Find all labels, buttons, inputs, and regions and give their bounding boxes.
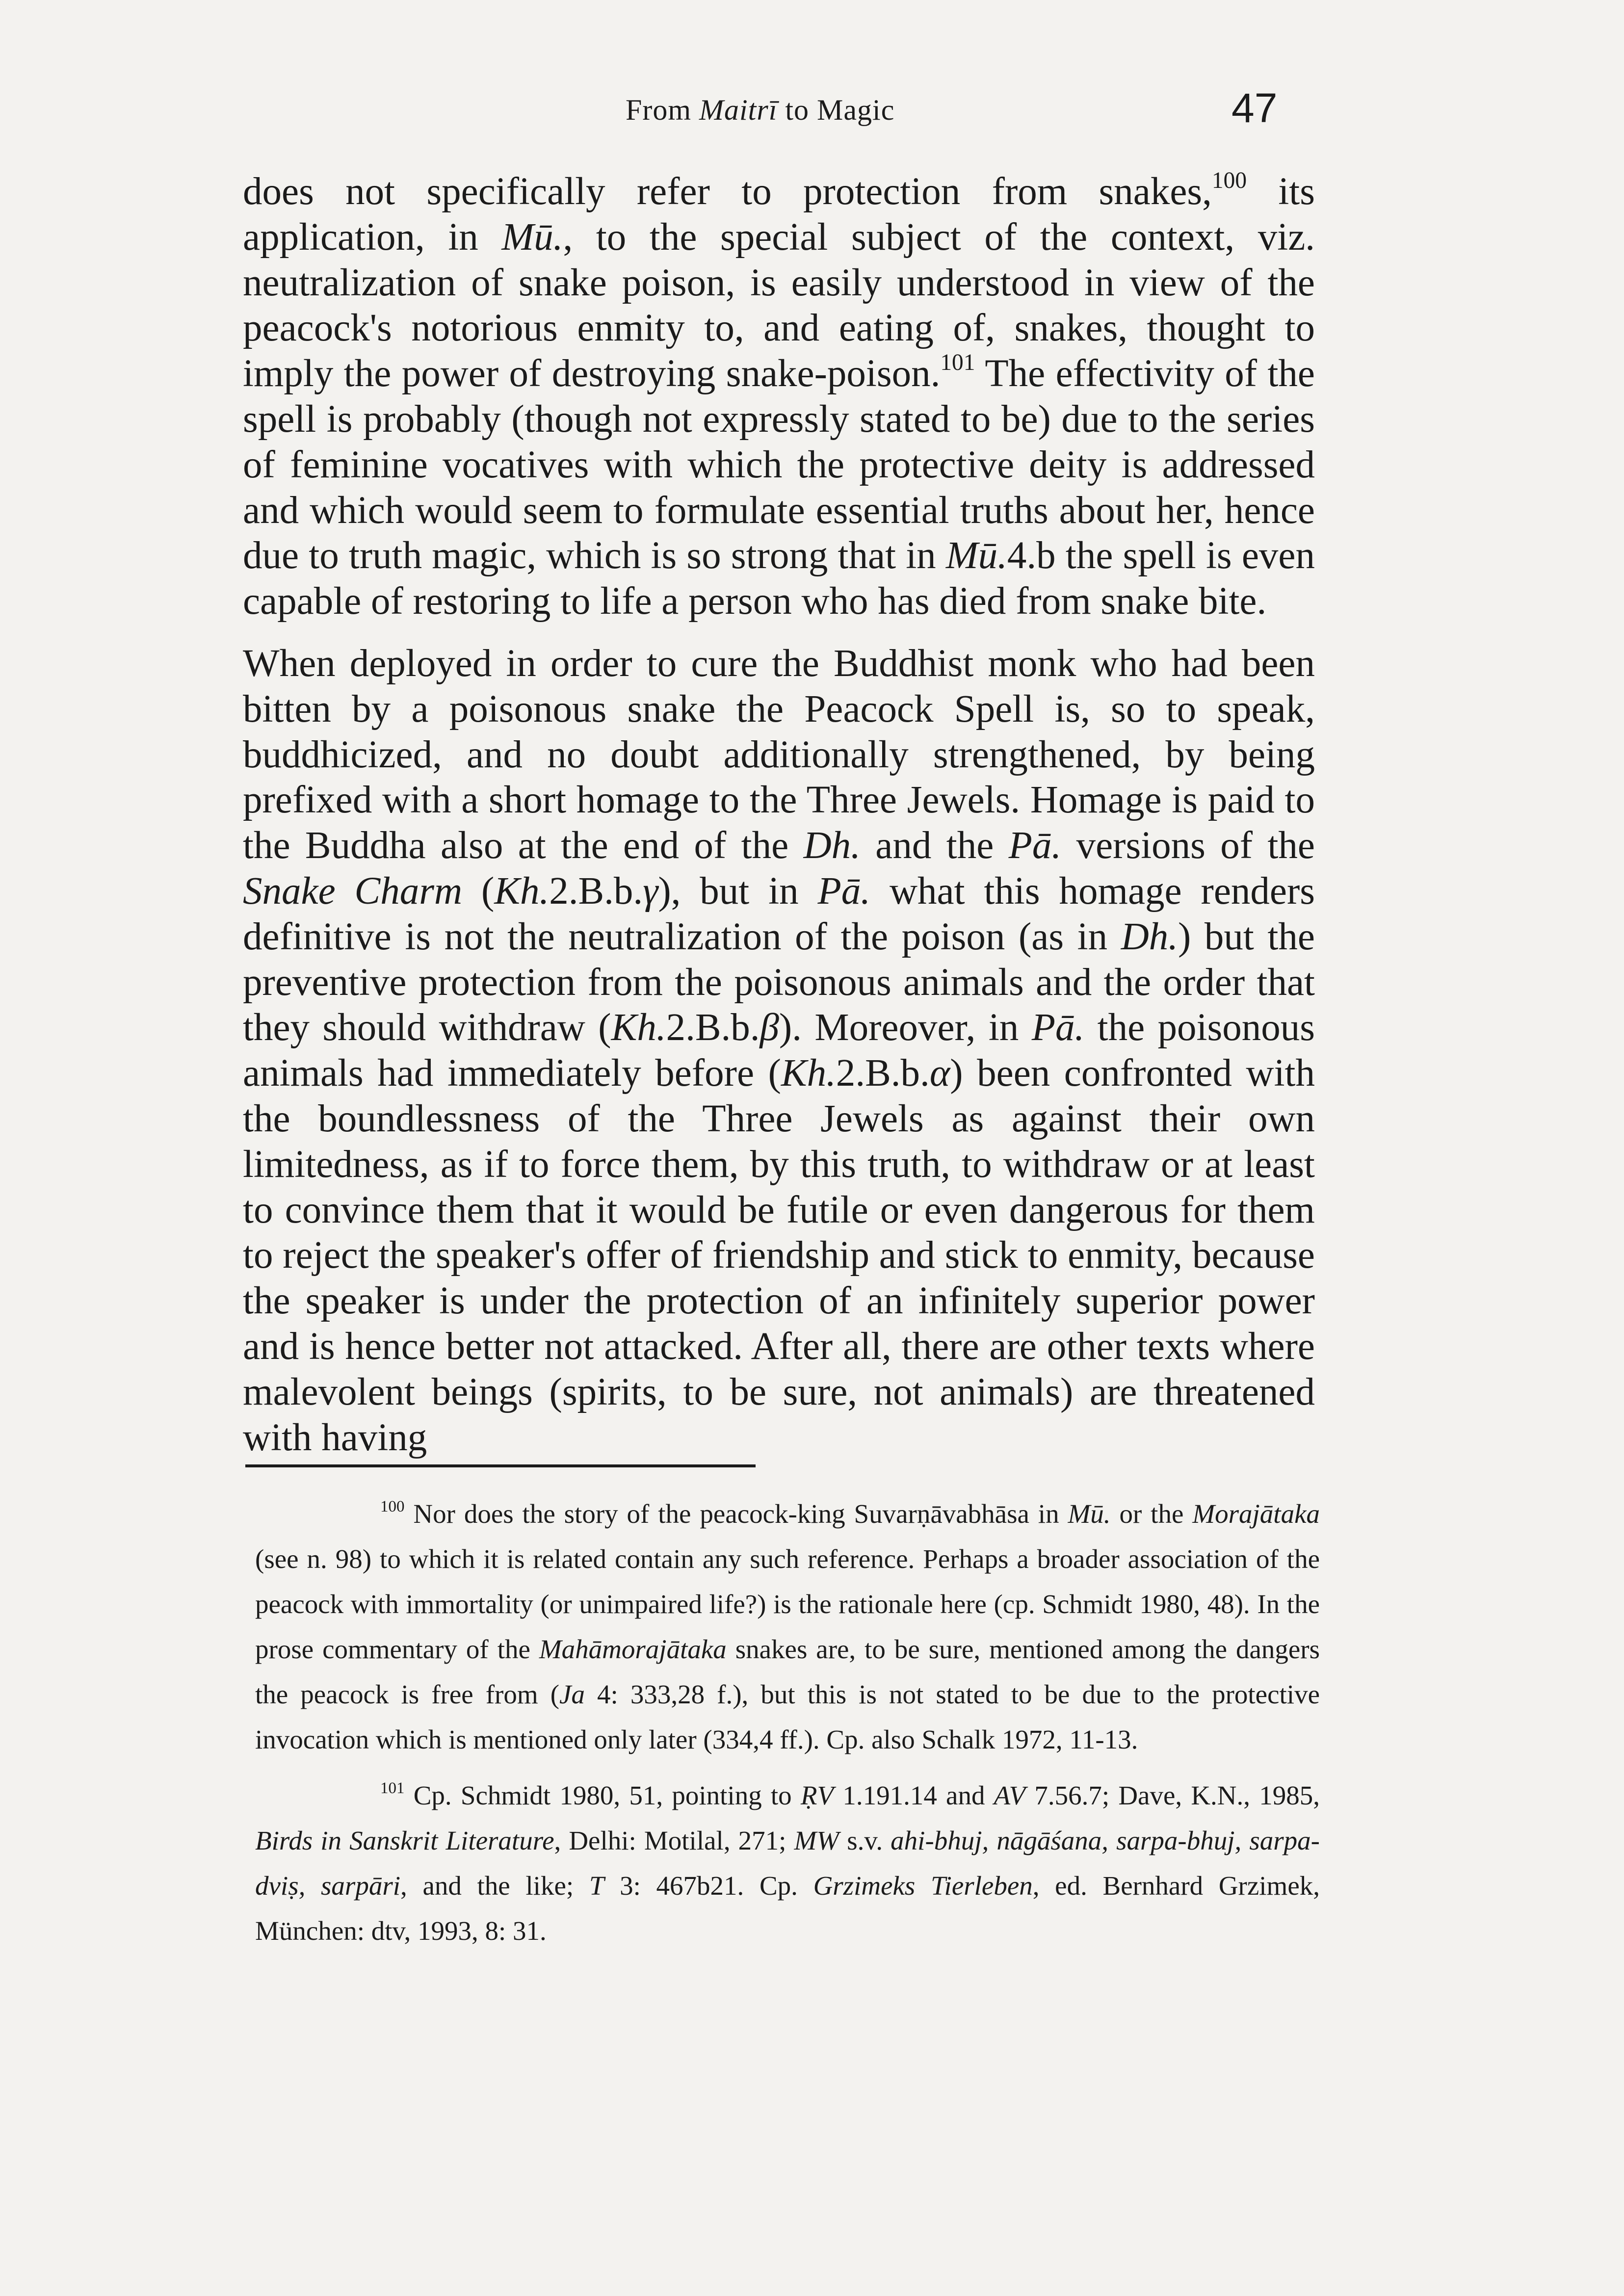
italic-text: Ja xyxy=(559,1679,585,1709)
text-run: 3: 467b21. Cp. xyxy=(604,1871,813,1901)
italic-text: Birds in Sanskrit Literature xyxy=(255,1826,554,1855)
italic-text: Snake Charm xyxy=(243,869,463,913)
italic-text: ṚV xyxy=(800,1780,834,1810)
footnotes xyxy=(255,1491,1320,1954)
text-run: versions of the xyxy=(1061,824,1315,867)
text-run: or the xyxy=(1110,1499,1193,1529)
paragraph xyxy=(243,641,1315,1461)
text-run: (see n. 98) to which it is related contain any such reference. Perhaps a broader association of the peacock with immortality (or unimpaired life?) is the rationale here (cp. Schmidt 1980, 48). In the prose commentary of the xyxy=(255,1544,1320,1664)
text-run: , to the special subject of the context, viz. neutralization of snake poison, is easily understood in view of the peacock's notorious enmity to, and eating of, snakes, thought to imply the power of destroying snake-poison. xyxy=(243,215,1315,395)
running-head-title: Maitrī xyxy=(699,94,778,126)
footnote-ref: 100 xyxy=(380,1497,405,1515)
text-run: what this homage renders definitive is not the neutralization of the poison (as in xyxy=(243,869,1315,958)
running-head xyxy=(626,93,894,127)
text-run: 2.B.b. xyxy=(666,1006,760,1049)
footnote-101 xyxy=(255,1773,1320,1954)
italic-text: Kh. xyxy=(611,1006,666,1049)
footnote-ref: 101 xyxy=(380,1779,405,1797)
footnote-ref: 101 xyxy=(940,350,975,376)
italic-text: Dh. xyxy=(1121,915,1179,958)
running-head-post: to Magic xyxy=(777,94,895,126)
italic-text: Mahāmorajātaka xyxy=(539,1634,727,1664)
italic-text: Pā. xyxy=(1008,824,1062,867)
italic-text: Pā. xyxy=(1031,1006,1085,1049)
italic-text: Grzimeks Tierleben xyxy=(813,1871,1033,1901)
italic-text: Mū. xyxy=(945,534,1007,577)
text-run: When deployed in order to cure the Buddhist monk who had been bitten by a poisonous snake the Peacock Spell is, so to speak, buddhicized, and no doubt additionally strengthened, by being prefixed with a short homage to the Three Jewels. Homage is paid to the Buddha also at the end of the xyxy=(243,642,1315,867)
italic-text: T xyxy=(589,1871,604,1901)
text-run: does not specifically refer to protection from snakes, xyxy=(243,170,1212,213)
text-run: Cp. Schmidt 1980, 51, pointing to xyxy=(404,1780,801,1810)
italic-text: Kh. xyxy=(494,869,550,913)
text-run: , Delhi: Motilal, 271; xyxy=(554,1826,794,1855)
text-run: 7.56.7; Dave, K.N., 1985, xyxy=(1025,1780,1320,1810)
running-head-pre: From xyxy=(626,94,700,126)
italic-text: ahi-bhuj, nāgāśana, sarpa-bhuj, sarpa-dviṣ, sarpāri xyxy=(255,1826,1320,1901)
text-run: The effectivity of the spell is probably (though not expressly stated to be) due to the series of feminine vocatives with which the protective deity is addressed and which would seem to formulate essential truths about her, hence due to truth magic, which is so strong that in xyxy=(243,352,1315,577)
text-run: its application, in xyxy=(243,170,1315,259)
text-run: , ed. Bernhard Grzimek, München: dtv, 1993, 8: 31. xyxy=(255,1871,1320,1946)
body-text xyxy=(243,169,1315,1461)
footnote-separator xyxy=(245,1464,756,1467)
italic-text: MW xyxy=(794,1826,839,1855)
footnote-ref: 100 xyxy=(1211,167,1247,193)
text-run: , and the like; xyxy=(400,1871,589,1901)
italic-text: Mū. xyxy=(501,215,563,259)
page-number: 47 xyxy=(1231,85,1278,131)
italic-text: Mū. xyxy=(1068,1499,1111,1529)
text-run: ) been confronted with the boundlessness of the Three Jewels as against their own limitedness, as if to force them, by this truth, to withdraw or at least to convince them that it would be futile or even dangerous for them to reject the speaker's offer of friendship and stick to enmity, because the speaker is under the protection of an infinitely superior power and is hence better not attacked. After all, there are other texts where malevolent beings (spirits, to be sure, not animals) are threatened with having xyxy=(243,1052,1315,1459)
italic-text: α xyxy=(929,1052,950,1095)
text-run: 4.b the spell is even capable of restoring to life a person who has died from snake bite. xyxy=(243,534,1315,623)
text-run: 2.B.b. xyxy=(836,1052,930,1095)
text-run: 2.B.b. xyxy=(549,869,643,913)
text-run: ), but in xyxy=(658,869,818,913)
text-run: 1.191.14 and xyxy=(834,1780,994,1810)
text-run: snakes are, to be sure, mentioned among the dangers the peacock is free from ( xyxy=(255,1634,1320,1709)
text-run: and the xyxy=(860,824,1009,867)
italic-text: Kh. xyxy=(781,1052,836,1095)
text-run: ) but the preventive protection from the poisonous animals and the order that they should withdraw ( xyxy=(243,915,1315,1049)
text-run: ). Moreover, in xyxy=(779,1006,1032,1049)
italic-text: γ xyxy=(643,869,658,913)
paragraph xyxy=(243,169,1315,625)
text-run: the poisonous animals had immediately before ( xyxy=(243,1006,1315,1095)
italic-text: Pā. xyxy=(817,869,871,913)
text-run: 4: 333,28 f.), but this is not stated to be due to the protective invocation which is mentioned only later (334,4 ff.). Cp. also Schalk 1972, 11-13. xyxy=(255,1679,1320,1754)
text-run: Nor does the story of the peacock-king Suvarṇāvabhāsa in xyxy=(404,1499,1068,1529)
italic-text: Morajātaka xyxy=(1192,1499,1320,1529)
italic-text: β xyxy=(760,1006,779,1049)
footnote-100 xyxy=(255,1491,1320,1762)
italic-text: AV xyxy=(994,1780,1026,1810)
text-run: ( xyxy=(462,869,495,913)
text-run: s.v. xyxy=(839,1826,891,1855)
italic-text: Dh. xyxy=(803,824,861,867)
